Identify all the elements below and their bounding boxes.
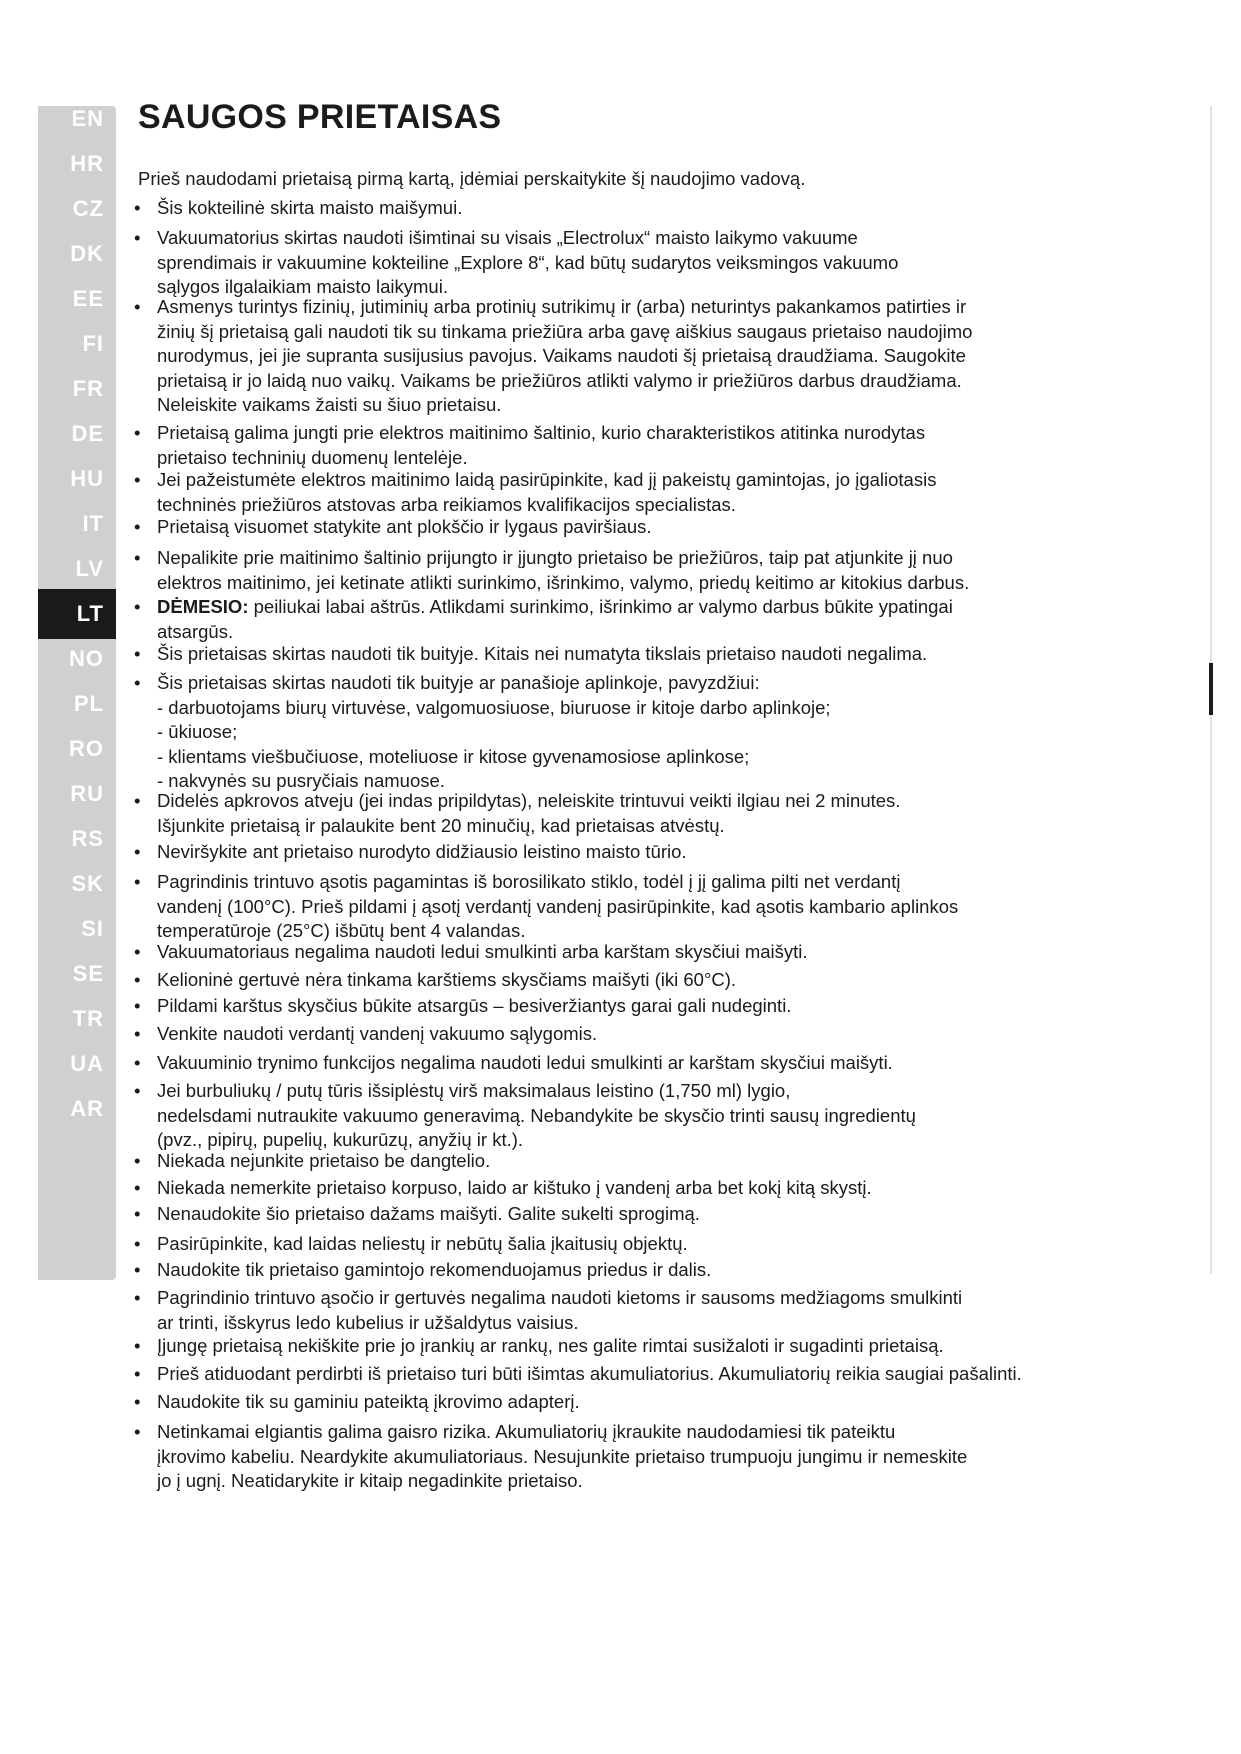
- bullet-marker: •: [134, 1259, 141, 1280]
- bullet-marker: •: [134, 516, 141, 537]
- bullet-body: Šis prietaisas skirtas naudoti tik buityje ar panašioje aplinkoje, pavyzdžiui: - darbuotojams biurų virtuvėse, valgomuosiuose, biuruose ir kitoje darbo aplinkoje; - ūkiuose; - klientams viešbučiuose, moteliuose ir kitose gyvenamosiose aplinkose; - nakvynės su pusryčiais namuose.: [157, 672, 831, 791]
- bullet-marker: •: [134, 1177, 141, 1198]
- bullet-marker: •: [134, 547, 141, 568]
- bullet-body: Naudokite tik prietaiso gamintojo rekomenduojamus priedus ir dalis.: [157, 1259, 712, 1280]
- bullet-marker: •: [134, 1233, 141, 1254]
- bullet-marker: •: [134, 1203, 141, 1224]
- page-edge-marker: [1209, 663, 1213, 715]
- bullet-body: Šis kokteilinė skirta maisto maišymui.: [157, 197, 463, 218]
- bullet-body: Nepalikite prie maitinimo šaltinio prijungto ir įjungto prietaiso be priežiūros, taip pat atjunkite jį nuo elektros maitinimo, jei ketinate atlikti surinkimo, išrinkimo, valymo, priedų keitimo ar kitokius darbus.: [157, 547, 970, 593]
- bullet-body: peiliukai labai aštrūs. Atlikdami surinkimo, išrinkimo ar valymo darbus būkite ypatingai atsargūs.: [157, 596, 953, 642]
- bullet-text: [157, 421, 1127, 470]
- bullet-body: Vakuumatorius skirtas naudoti išimtinai su visais „Electrolux“ maisto laikymo vakuume sprendimais ir vakuumine kokteiline „Explore 8“, kad būtų sudarytos veiksmingos vakuumo sąlygos ilgalaikiam maisto laikymui.: [157, 227, 899, 297]
- bullet-text: [157, 671, 1127, 794]
- language-tab-ua[interactable]: UA: [70, 1051, 104, 1076]
- language-tab-de[interactable]: DE: [71, 421, 104, 446]
- bullet-text: [157, 840, 1127, 865]
- bullet-body: Šis prietaisas skirtas naudoti tik buityje. Kitais nei numatyta tikslais prietaiso naudoti negalima.: [157, 643, 928, 664]
- bullet-body: Prieš atiduodant perdirbti iš prietaiso turi būti išimtas akumuliatorius. Akumuliatorių reikia saugiai pašalinti.: [157, 1363, 1022, 1384]
- bullet-body: Įjungę prietaisą nekiškite prie jo įrankių ar rankų, nes galite rimtai susižaloti ir sugadinti prietaisą.: [157, 1335, 944, 1356]
- bullet-body: Jei pažeistumėte elektros maitinimo laidą pasirūpinkite, kad jį pakeistų gamintojas, jo įgaliotasis techninės priežiūros atstovas arba reikiamos kvalifikacijos specialistas.: [157, 469, 937, 515]
- bullet-body: Pildami karštus skysčius būkite atsargūs – besiveržiantys garai gali nudeginti.: [157, 995, 792, 1016]
- language-tab-hu[interactable]: HU: [70, 466, 104, 491]
- language-tab-it[interactable]: IT: [82, 511, 104, 536]
- bullet-marker: •: [134, 197, 141, 218]
- bullet-body: Vakuuminio trynimo funkcijos negalima naudoti ledui smulkinti ar karštam skysčiui maišyti.: [157, 1052, 893, 1073]
- bullet-marker: •: [134, 841, 141, 862]
- language-tab-si[interactable]: SI: [81, 916, 104, 941]
- bullet-text: [157, 546, 1127, 595]
- page-title: SAUGOS PRIETAISAS: [138, 98, 502, 136]
- bullet-text: [157, 1202, 1127, 1227]
- bullet-text: [157, 870, 1127, 944]
- bullet-text: [157, 940, 1127, 965]
- bullet-marker: •: [134, 995, 141, 1016]
- bullet-body: Venkite naudoti verdantį vandenį vakuumo sąlygomis.: [157, 1023, 598, 1044]
- bullet-text: [157, 1420, 1127, 1494]
- bullet-marker: •: [134, 672, 141, 693]
- bullet-text: [157, 226, 1127, 300]
- language-tab-lv[interactable]: LV: [75, 556, 104, 581]
- bullet-text: [157, 642, 1127, 667]
- bullet-body: Jei burbuliukų / putų tūris išsiplėstų virš maksimalaus leistino (1,750 ml) lygio, nedelsdami nutraukite vakuumo generavimą. Nebandykite be skysčio trinti sausų ingredientų (pvz., pipirų, pupelių, kukurūzų, anyžių ir kt.).: [157, 1080, 916, 1150]
- bullet-marker: •: [134, 643, 141, 664]
- bullet-marker: •: [134, 296, 141, 317]
- bullet-marker: •: [134, 1421, 141, 1442]
- language-tab-pl[interactable]: PL: [73, 691, 104, 716]
- bullet-text: [157, 1149, 1127, 1174]
- bullet-body: Niekada nejunkite prietaiso be dangtelio.: [157, 1150, 491, 1171]
- bullet-text: [157, 1258, 1127, 1283]
- bullet-text: [157, 1232, 1127, 1257]
- language-tab-no[interactable]: NO: [69, 646, 104, 671]
- bullet-text: [157, 1390, 1127, 1415]
- bullet-text: [157, 1079, 1127, 1153]
- bullet-text: [157, 994, 1127, 1019]
- language-tab-strip: [38, 106, 116, 1280]
- bullet-text: [157, 1051, 1127, 1076]
- bullet-marker: •: [134, 1363, 141, 1384]
- bullet-body: Niekada nemerkite prietaiso korpuso, laido ar kištuko į vandenį arba bet kokį kitą skystį.: [157, 1177, 872, 1198]
- bullet-marker: •: [134, 1391, 141, 1412]
- bullet-text: [157, 1176, 1127, 1201]
- language-tab-se[interactable]: SE: [72, 961, 104, 986]
- bullet-text: [157, 789, 1127, 838]
- warning-label: DĖMESIO:: [157, 596, 249, 617]
- language-tab-cz[interactable]: CZ: [72, 196, 104, 221]
- bullet-body: Didelės apkrovos atveju (jei indas pripildytas), neleiskite trintuvui veikti ilgiau nei 2 minutes. Išjunkite prietaisą ir palaukite bent 20 minučių, kad prietaisas atvėstų.: [157, 790, 901, 836]
- bullet-marker: •: [134, 469, 141, 490]
- language-tab-en[interactable]: EN: [71, 106, 104, 131]
- bullet-body: Naudokite tik su gaminiu pateiktą įkrovimo adapterį.: [157, 1391, 580, 1412]
- bullet-text: [157, 295, 1127, 418]
- bullet-body: Pagrindinio trintuvo ąsočio ir gertuvės negalima naudoti kietoms ir sausoms medžiagoms smulkinti ar trinti, išskyrus ledo kubelius ir užšaldytus vaisius.: [157, 1287, 963, 1333]
- bullet-body: Pagrindinis trintuvo ąsotis pagamintas iš borosilikato stiklo, todėl į jį galima pilti net verdantį vandenį (100°C). Prieš pildami į ąsotį verdantį vandenį pasirūpinkite, kad ąsotis kambario aplinkos temperatūroje (25°C) išbūtų bent 4 valandas.: [157, 871, 959, 941]
- language-tab-tr[interactable]: TR: [72, 1006, 104, 1031]
- language-tab-fr[interactable]: FR: [72, 376, 104, 401]
- bullet-text: [157, 1334, 1127, 1359]
- language-tab-hr[interactable]: HR: [70, 151, 104, 176]
- bullet-marker: •: [134, 1287, 141, 1308]
- language-tab-ru[interactable]: RU: [70, 781, 104, 806]
- bullet-marker: •: [134, 422, 141, 443]
- bullet-text: [157, 1286, 1127, 1335]
- bullet-body: Kelioninė gertuvė nėra tinkama karštiems skysčiams maišyti (iki 60°C).: [157, 969, 737, 990]
- language-tab-ee[interactable]: EE: [72, 286, 104, 311]
- bullet-marker: •: [134, 1335, 141, 1356]
- language-tab-fi[interactable]: FI: [82, 331, 104, 356]
- bullet-marker: •: [134, 1150, 141, 1171]
- bullet-text: [157, 196, 1127, 221]
- language-tab-rs[interactable]: RS: [71, 826, 104, 851]
- intro-text: Prieš naudodami prietaisą pirmą kartą, įdėmiai perskaitykite šį naudojimo vadovą.: [138, 168, 806, 189]
- bullet-text: [157, 1362, 1127, 1387]
- bullet-text: [157, 1022, 1127, 1047]
- bullet-body: Prietaisą galima jungti prie elektros maitinimo šaltinio, kurio charakteristikos atitinka nurodytas prietaiso techninių duomenų lentelėje.: [157, 422, 926, 468]
- bullet-body: Neviršykite ant prietaiso nurodyto didžiausio leistino maisto tūrio.: [157, 841, 687, 862]
- bullet-body: Netinkamai elgiantis galima gaisro rizika. Akumuliatorių įkraukite naudodamiesi tik pateiktu įkrovimo kabeliu. Neardykite akumuliatoriaus. Nesujunkite prietaiso trumpuoju jungimu ir nemeskite jo į ugnį. Neatidarykite ir kitaip negadinkite prietaiso.: [157, 1421, 968, 1491]
- language-tab-dk[interactable]: DK: [70, 241, 104, 266]
- bullet-marker: •: [134, 969, 141, 990]
- language-tab-ro[interactable]: RO: [69, 736, 104, 761]
- bullet-marker: •: [134, 227, 141, 248]
- bullet-marker: •: [134, 790, 141, 811]
- bullet-text: [157, 968, 1127, 993]
- language-tab-sk[interactable]: SK: [71, 871, 104, 896]
- bullet-marker: •: [134, 871, 141, 892]
- bullet-marker: •: [134, 596, 141, 617]
- bullet-body: Nenaudokite šio prietaiso dažams maišyti. Galite sukelti sprogimą.: [157, 1203, 700, 1224]
- language-tab-lt[interactable]: LT: [38, 589, 116, 639]
- bullet-body: Asmenys turintys fizinių, jutiminių arba protinių sutrikimų ir (arba) neturintys pakankamos patirties ir žinių šį prietaisą gali naudoti tik su tinkama priežiūra arba gavę aiškius saugaus prietaiso naudojimo nurodymus, jei jie supranta susijusius pavojus. Vaikams naudoti šį prietaisą draudžiama. Saugokite prietaisą ir jo laidą nuo vaikų. Vaikams be priežiūros atlikti valymo ir priežiūros darbus draudžiama. Neleiskite vaikams žaisti su šiuo prietaisu.: [157, 296, 973, 415]
- bullet-marker: •: [134, 1052, 141, 1073]
- bullet-body: Pasirūpinkite, kad laidas neliestų ir nebūtų šalia įkaitusių objektų.: [157, 1233, 688, 1254]
- bullet-body: Prietaisą visuomet statykite ant plokščio ir lygaus paviršiaus.: [157, 516, 652, 537]
- bullet-text: [157, 595, 1127, 644]
- bullet-text: [157, 515, 1127, 540]
- bullet-marker: •: [134, 941, 141, 962]
- bullet-text: [157, 468, 1127, 517]
- language-tab-ar[interactable]: AR: [70, 1096, 104, 1121]
- bullet-marker: •: [134, 1023, 141, 1044]
- bullet-body: Vakuumatoriaus negalima naudoti ledui smulkinti arba karštam skysčiui maišyti.: [157, 941, 808, 962]
- bullet-marker: •: [134, 1080, 141, 1101]
